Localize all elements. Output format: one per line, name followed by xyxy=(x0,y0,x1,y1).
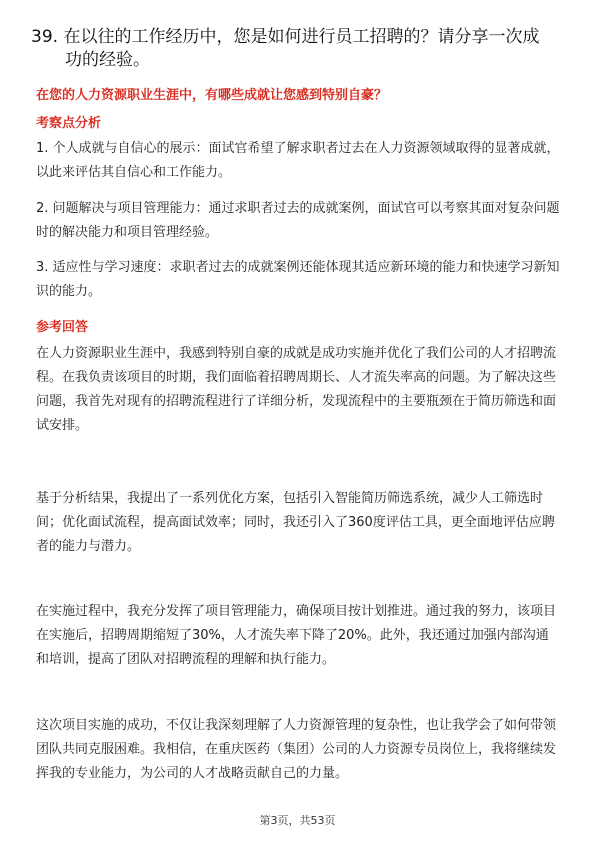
answer-paragraph-3: 在实施过程中，我充分发挥了项目管理能力，确保项目按计划推进。通过我的努力，该项目在实施后，招聘周期缩短了30%，人才流失率下降了20%。此外，我还通过加强内部沟通和培训，提高了团队对招聘流程的理解和执行能力。 xyxy=(36,604,557,667)
analysis-item-3: 3. 适应性与学习速度：求职者过去的成就案例还能体现其适应新环境的能力和快速学习新知识的能力。 xyxy=(36,260,560,299)
page-footer: 第3页，共53页 xyxy=(259,814,336,827)
question-text-line2: 功的经验。 xyxy=(65,50,150,70)
answer-title: 参考回答 xyxy=(36,320,89,335)
question-heading xyxy=(31,26,571,72)
question-number: 39. xyxy=(31,27,59,47)
analysis-title: 考察点分析 xyxy=(36,116,102,131)
answer-paragraph-1: 在人力资源职业生涯中，我感到特别自豪的成就是成功实施并优化了我们公司的人才招聘流程。在我负责该项目的时期，我们面临着招聘周期长、人才流失率高的问题。为了解决这些问题，我首先对现有的招聘流程进行了详细分析，发现流程中的主要瓶颈在于简历筛选和面试安排。 xyxy=(36,346,557,433)
question-text-line1: 在以往的工作经历中，您是如何进行员工招聘的？请分享一次成 xyxy=(63,27,540,47)
analysis-item-1: 1. 个人成就与自信心的展示：面试官希望了解求职者过去在人力资源领域取得的显著成就，以此来评估其自信心和工作能力。 xyxy=(36,141,560,180)
answer-paragraph-2: 基于分析结果，我提出了一系列优化方案，包括引入智能简历筛选系统，减少人工筛选时间；优化面试流程，提高面试效率；同时，我还引入了360度评估工具，更全面地评估应聘者的能力与潜力。 xyxy=(36,491,555,554)
analysis-item-2: 2. 问题解决与项目管理能力：通过求职者过去的成就案例，面试官可以考察其面对复杂问题时的解决能力和项目管理经验。 xyxy=(36,201,560,240)
answer-paragraph-4: 这次项目实施的成功，不仅让我深刻理解了人力资源管理的复杂性，也让我学会了如何带领团队共同克服困难。我相信，在重庆医药（集团）公司的人力资源专员岗位上，我将继续发挥我的专业能力，为公司的人才战略贡献自己的力量。 xyxy=(36,718,557,781)
followup-question: 在您的人力资源职业生涯中，有哪些成就让您感到特别自豪？ xyxy=(36,88,388,103)
